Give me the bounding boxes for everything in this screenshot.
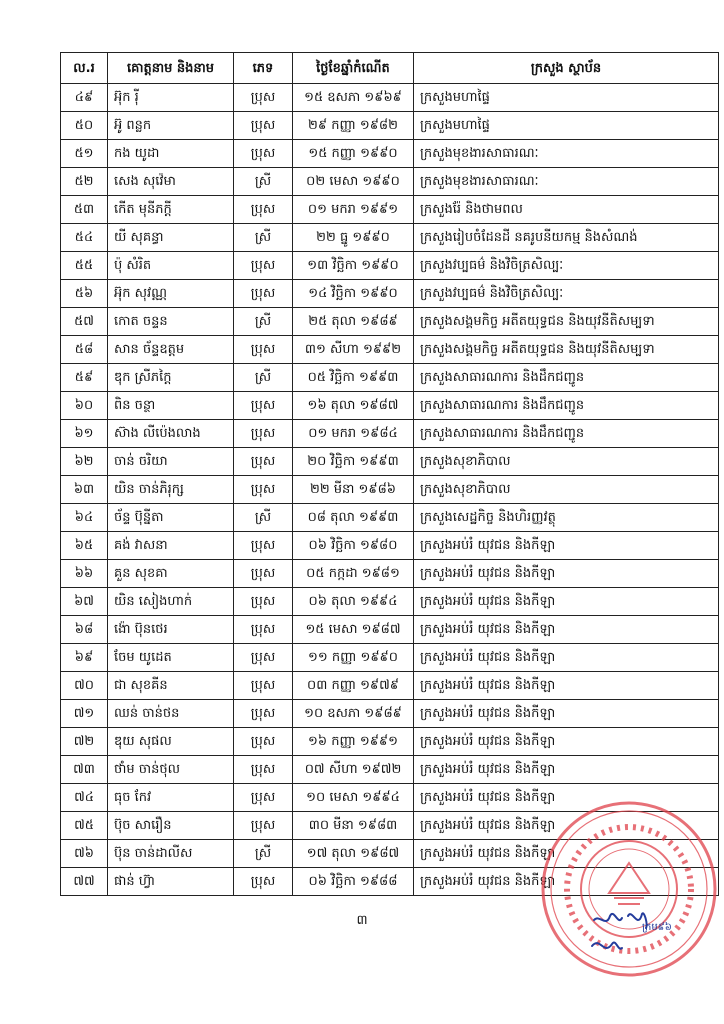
cell-gender: ប្រុស bbox=[234, 252, 293, 280]
cell-no: ៧២ bbox=[61, 728, 108, 756]
cell-no: ៧៦ bbox=[61, 840, 108, 868]
cell-name: កោត ចន្ទន bbox=[108, 308, 234, 336]
table-row bbox=[61, 392, 719, 420]
table-row bbox=[61, 560, 719, 588]
cell-name: ចាន់ ចរិយា bbox=[108, 448, 234, 476]
cell-dob: ១៥ កញ្ញា ១៩៩០ bbox=[293, 140, 414, 168]
cell-ministry: ក្រសួងមុខងារសាធារណៈ bbox=[414, 168, 719, 196]
table-row bbox=[61, 336, 719, 364]
cell-name: គង់ វាសនា bbox=[108, 532, 234, 560]
cell-ministry: ក្រសួងសាធារណការ និងដឹកជញ្ជូន bbox=[414, 364, 719, 392]
cell-gender: ប្រុស bbox=[234, 728, 293, 756]
cell-no: ៥០ bbox=[61, 112, 108, 140]
table-row bbox=[61, 476, 719, 504]
table-row bbox=[61, 504, 719, 532]
cell-ministry: ក្រសួងវប្បធម៌ និងវិចិត្រសិល្បៈ bbox=[414, 280, 719, 308]
cell-no: ៦៩ bbox=[61, 644, 108, 672]
cell-gender: ប្រុស bbox=[234, 616, 293, 644]
cell-gender: ស្រី bbox=[234, 224, 293, 252]
cell-gender: ស្រី bbox=[234, 308, 293, 336]
cell-dob: ០៦ តុលា ១៩៩៤ bbox=[293, 588, 414, 616]
cell-ministry: ក្រសួងសុខាភិបាល bbox=[414, 448, 719, 476]
cell-dob: ២២ ធ្នូ ១៩៩០ bbox=[293, 224, 414, 252]
cell-gender: ប្រុស bbox=[234, 420, 293, 448]
cell-name: ជា សុខគីន bbox=[108, 672, 234, 700]
cell-gender: ប្រុស bbox=[234, 196, 293, 224]
cell-gender: ប្រុស bbox=[234, 112, 293, 140]
cell-gender: ប្រុស bbox=[234, 784, 293, 812]
cell-name: សាន ច័ន្ទឧត្តម bbox=[108, 336, 234, 364]
cell-no: ៦៤ bbox=[61, 504, 108, 532]
cell-name: ឈន់ ចាន់ថន bbox=[108, 700, 234, 728]
cell-ministry: ក្រសួងសុខាភិបាល bbox=[414, 476, 719, 504]
cell-name: ពិន ចន្ថា bbox=[108, 392, 234, 420]
cell-ministry: ក្រសួងរៀបចំដែនដី នគរូបនីយកម្ម និងសំណង់ bbox=[414, 224, 719, 252]
cell-gender: ស្រី bbox=[234, 168, 293, 196]
cell-ministry: ក្រសួងមហាផ្ទៃ bbox=[414, 84, 719, 112]
cell-dob: ១៤ វិច្ឆិកា ១៩៩០ bbox=[293, 280, 414, 308]
cell-ministry: ក្រសួងអប់រំ យុវជន និងកីឡា bbox=[414, 868, 719, 896]
cell-ministry: ក្រសួងអប់រំ យុវជន និងកីឡា bbox=[414, 532, 719, 560]
cell-no: ៥៨ bbox=[61, 336, 108, 364]
cell-dob: ១៣ វិច្ឆិកា ១៩៩០ bbox=[293, 252, 414, 280]
cell-name: ធុច កែវ bbox=[108, 784, 234, 812]
cell-dob: ១១ កញ្ញា ១៩៩០ bbox=[293, 644, 414, 672]
table-row bbox=[61, 756, 719, 784]
cell-dob: ២២ មីនា ១៩៨៦ bbox=[293, 476, 414, 504]
cell-gender: ស្រី bbox=[234, 504, 293, 532]
cell-gender: ប្រុស bbox=[234, 476, 293, 504]
cell-ministry: ក្រសួងអប់រំ យុវជន និងកីឡា bbox=[414, 672, 719, 700]
cell-dob: ០៥ វិច្ឆិកា ១៩៩៣ bbox=[293, 364, 414, 392]
cell-dob: ០៥ កក្កដា ១៩៨១ bbox=[293, 560, 414, 588]
cell-ministry: ក្រសួងសាធារណការ និងដឹកជញ្ជូន bbox=[414, 392, 719, 420]
cell-ministry: ក្រសួងសង្គមកិច្ច អតីតយុទ្ធជន និងយុវនីតិសម្បទា bbox=[414, 308, 719, 336]
cell-no: ៤៩ bbox=[61, 84, 108, 112]
table-row bbox=[61, 700, 719, 728]
cell-name: កើត មុនីភក្តី bbox=[108, 196, 234, 224]
table-row bbox=[61, 532, 719, 560]
cell-dob: ២០ វិច្ឆិកា ១៩៩៣ bbox=[293, 448, 414, 476]
cell-gender: ប្រុស bbox=[234, 756, 293, 784]
cell-dob: ១៥ មេសា ១៩៨៧ bbox=[293, 616, 414, 644]
table-row bbox=[61, 252, 719, 280]
cell-dob: ០១ មករា ១៩៩១ bbox=[293, 196, 414, 224]
cell-gender: ប្រុស bbox=[234, 812, 293, 840]
cell-no: ៥៩ bbox=[61, 364, 108, 392]
personnel-table bbox=[60, 52, 719, 896]
cell-name: ង៉ោ ប៊ុនថេរ bbox=[108, 616, 234, 644]
cell-dob: ៣០ មីនា ១៩៨៣ bbox=[293, 812, 414, 840]
cell-no: ៧៧ bbox=[61, 868, 108, 896]
cell-no: ៦៣ bbox=[61, 476, 108, 504]
cell-dob: ១៧ តុលា ១៩៨៧ bbox=[293, 840, 414, 868]
cell-name: ប៊ុន ចាន់ដាលីស bbox=[108, 840, 234, 868]
table-row bbox=[61, 168, 719, 196]
table-row bbox=[61, 224, 719, 252]
handwritten-signature bbox=[588, 906, 698, 966]
cell-name: ច័ន្ទ ប៊ុន្នីតា bbox=[108, 504, 234, 532]
cell-name: ថាំម ចាន់ថុល bbox=[108, 756, 234, 784]
cell-ministry: ក្រសួងអប់រំ យុវជន និងកីឡា bbox=[414, 700, 719, 728]
table-row bbox=[61, 616, 719, 644]
cell-no: ៧៣ bbox=[61, 756, 108, 784]
table-row bbox=[61, 112, 719, 140]
table-row bbox=[61, 644, 719, 672]
cell-gender: ប្រុស bbox=[234, 700, 293, 728]
cell-ministry: ក្រសួងអប់រំ យុវជន និងកីឡា bbox=[414, 784, 719, 812]
cell-no: ៦០ bbox=[61, 392, 108, 420]
cell-name: កង យូដា bbox=[108, 140, 234, 168]
cell-dob: ២៥ តុលា ១៩៨៩ bbox=[293, 308, 414, 336]
cell-dob: ០៧ សីហា ១៩៧២ bbox=[293, 756, 414, 784]
table-row bbox=[61, 420, 719, 448]
stamp-reference-text: ក្រម៩៦ bbox=[642, 922, 672, 933]
cell-name: យិន ចាន់ភិរុក្ស bbox=[108, 476, 234, 504]
cell-no: ៦៧ bbox=[61, 588, 108, 616]
cell-dob: ១០ ឧសភា ១៩៨៩ bbox=[293, 700, 414, 728]
header-name: គោត្តនាម និងនាម bbox=[108, 53, 234, 84]
cell-gender: ប្រុស bbox=[234, 280, 293, 308]
cell-name: អ៊ូ ពន្លក bbox=[108, 112, 234, 140]
cell-no: ៧១ bbox=[61, 700, 108, 728]
cell-gender: ស្រី bbox=[234, 364, 293, 392]
cell-no: ៥៤ bbox=[61, 224, 108, 252]
cell-ministry: ក្រសួងមុខងារសាធារណៈ bbox=[414, 140, 719, 168]
cell-name: ស៊ាង លីប៉េងលាង bbox=[108, 420, 234, 448]
cell-name: ឌុក ស្រីភក្តៃ bbox=[108, 364, 234, 392]
table-row bbox=[61, 728, 719, 756]
header-no: ល.រ bbox=[61, 53, 108, 84]
cell-no: ៦៥ bbox=[61, 532, 108, 560]
table-row bbox=[61, 196, 719, 224]
cell-no: ៥៥ bbox=[61, 252, 108, 280]
cell-no: ៥៧ bbox=[61, 308, 108, 336]
cell-gender: ប្រុស bbox=[234, 532, 293, 560]
cell-gender: ប្រុស bbox=[234, 588, 293, 616]
cell-no: ៦៨ bbox=[61, 616, 108, 644]
cell-dob: ០៣ កញ្ញា ១៩៧៩ bbox=[293, 672, 414, 700]
cell-gender: ប្រុស bbox=[234, 644, 293, 672]
cell-no: ៥៣ bbox=[61, 196, 108, 224]
cell-dob: ២៩ កញ្ញា ១៩៨២ bbox=[293, 112, 414, 140]
table-row bbox=[61, 308, 719, 336]
cell-name: គួន សុខគា bbox=[108, 560, 234, 588]
table-header-row bbox=[61, 53, 719, 84]
cell-name: ឌុយ សុផល bbox=[108, 728, 234, 756]
table-row bbox=[61, 588, 719, 616]
header-dob: ថ្ងៃខែឆ្នាំកំណើត bbox=[293, 53, 414, 84]
cell-ministry: ក្រសួងអប់រំ យុវជន និងកីឡា bbox=[414, 588, 719, 616]
cell-gender: ប្រុស bbox=[234, 448, 293, 476]
cell-no: ៦១ bbox=[61, 420, 108, 448]
cell-no: ៧០ bbox=[61, 672, 108, 700]
cell-no: ៧៤ bbox=[61, 784, 108, 812]
table-row bbox=[61, 672, 719, 700]
cell-name: សេង សុវ៉េមា bbox=[108, 168, 234, 196]
cell-ministry: ក្រសួងសេដ្ឋកិច្ច និងហិរញ្ញវត្ថុ bbox=[414, 504, 719, 532]
cell-gender: ស្រី bbox=[234, 840, 293, 868]
cell-name: យី សុគន្ធា bbox=[108, 224, 234, 252]
table-body bbox=[61, 84, 719, 896]
cell-ministry: ក្រសួងអប់រំ យុវជន និងកីឡា bbox=[414, 644, 719, 672]
table-row bbox=[61, 448, 719, 476]
cell-dob: ១៥ ឧសភា ១៩៦៩ bbox=[293, 84, 414, 112]
table-row bbox=[61, 84, 719, 112]
cell-ministry: ក្រសួងអប់រំ យុវជន និងកីឡា bbox=[414, 840, 719, 868]
cell-dob: ៣១ សីហា ១៩៩២ bbox=[293, 336, 414, 364]
cell-ministry: ក្រសួងសាធារណការ និងដឹកជញ្ជូន bbox=[414, 420, 719, 448]
cell-dob: ០២ មេសា ១៩៩០ bbox=[293, 168, 414, 196]
cell-no: ៧៥ bbox=[61, 812, 108, 840]
cell-ministry: ក្រសួងអប់រំ យុវជន និងកីឡា bbox=[414, 756, 719, 784]
cell-gender: ប្រុស bbox=[234, 868, 293, 896]
cell-no: ៦៦ bbox=[61, 560, 108, 588]
cell-ministry: ក្រសួងអប់រំ យុវជន និងកីឡា bbox=[414, 812, 719, 840]
table-row bbox=[61, 280, 719, 308]
cell-no: ៦២ bbox=[61, 448, 108, 476]
cell-name: អ៊ុក សុវណ្ណ bbox=[108, 280, 234, 308]
cell-name: ប៊ុច សារឿន bbox=[108, 812, 234, 840]
cell-gender: ប្រុស bbox=[234, 560, 293, 588]
cell-dob: ១៦ តុលា ១៩៨៧ bbox=[293, 392, 414, 420]
cell-ministry: ក្រសួងវប្បធម៌ និងវិចិត្រសិល្បៈ bbox=[414, 252, 719, 280]
cell-dob: ០៦ វិច្ឆិកា ១៩៨០ bbox=[293, 532, 414, 560]
table-row bbox=[61, 364, 719, 392]
cell-gender: ប្រុស bbox=[234, 392, 293, 420]
cell-dob: ១៦ កញ្ញា ១៩៩១ bbox=[293, 728, 414, 756]
cell-ministry: ក្រសួងអប់រំ យុវជន និងកីឡា bbox=[414, 560, 719, 588]
cell-ministry: ក្រសួងអប់រំ យុវជន និងកីឡា bbox=[414, 616, 719, 644]
cell-name: យិន សៀងហាក់ bbox=[108, 588, 234, 616]
cell-no: ៥២ bbox=[61, 168, 108, 196]
cell-name: ចែម យូដេត bbox=[108, 644, 234, 672]
cell-dob: ១០ មេសា ១៩៩៤ bbox=[293, 784, 414, 812]
cell-gender: ប្រុស bbox=[234, 672, 293, 700]
table-row bbox=[61, 140, 719, 168]
cell-ministry: ក្រសួងរ៉ែ និងថាមពល bbox=[414, 196, 719, 224]
header-ministry: ក្រសួង ស្ថាប័ន bbox=[414, 53, 719, 84]
cell-no: ៥៦ bbox=[61, 280, 108, 308]
header-gender: ភេទ bbox=[234, 53, 293, 84]
cell-ministry: ក្រសួងអប់រំ យុវជន និងកីឡា bbox=[414, 728, 719, 756]
cell-dob: ០១ មករា ១៩៨៤ bbox=[293, 420, 414, 448]
cell-no: ៥១ bbox=[61, 140, 108, 168]
cell-gender: ប្រុស bbox=[234, 140, 293, 168]
cell-dob: ០៦ វិច្ឆិកា ១៩៨៨ bbox=[293, 868, 414, 896]
page-number: ៣ bbox=[356, 913, 368, 928]
cell-ministry: ក្រសួងសង្គមកិច្ច អតីតយុទ្ធជន និងយុវនីតិសម្បទា bbox=[414, 336, 719, 364]
cell-ministry: ក្រសួងមហាផ្ទៃ bbox=[414, 112, 719, 140]
cell-dob: ០៨ តុលា ១៩៩៣ bbox=[293, 504, 414, 532]
cell-name: ប៉ុ សំរិត bbox=[108, 252, 234, 280]
cell-name: អ៊ុក រ៉ី bbox=[108, 84, 234, 112]
cell-name: ផាន់ ហ្វ៊ា bbox=[108, 868, 234, 896]
cell-gender: ប្រុស bbox=[234, 336, 293, 364]
cell-gender: ប្រុស bbox=[234, 84, 293, 112]
